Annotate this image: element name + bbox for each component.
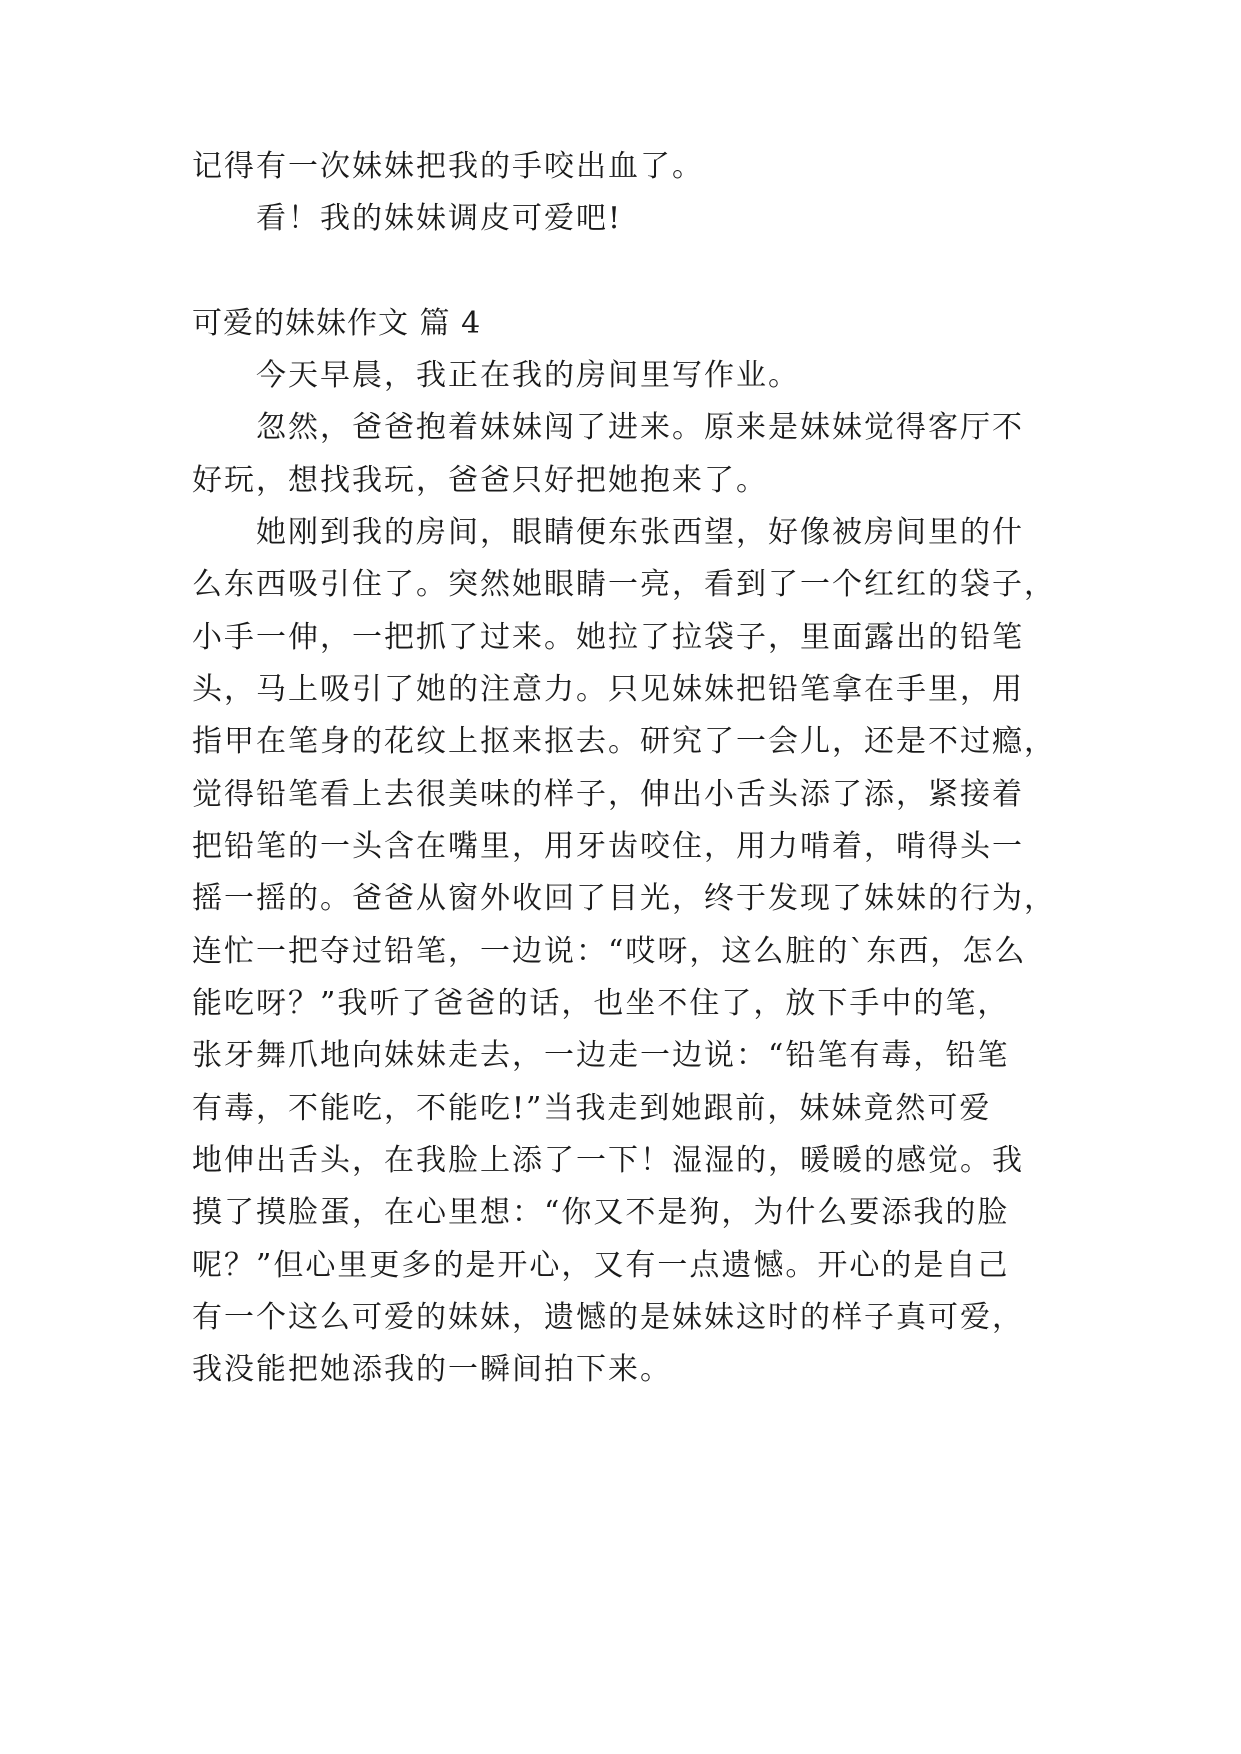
paragraph-line: 能吃呀？”我听了爸爸的话，也坐不住了，放下手中的笔，	[192, 986, 1010, 1021]
paragraph-line: 有毒，不能吃，不能吃!”当我走到她跟前，妹妹竟然可爱	[192, 1091, 992, 1126]
paragraph-line: 么东西吸引住了。突然她眼睛一亮，看到了一个红红的袋子，	[192, 567, 1056, 602]
section-heading: 可爱的妹妹作文 篇 4	[192, 306, 482, 341]
text-line: 看！我的妹妹调皮可爱吧!	[256, 201, 623, 236]
paragraph-line: 把铅笔的一头含在嘴里，用牙齿咬住，用力啃着，啃得头一	[192, 829, 1024, 864]
paragraph-line: 今天早晨，我正在我的房间里写作业。	[256, 358, 800, 393]
paragraph-line: 呢？”但心里更多的是开心，又有一点遗憾。开心的是自己	[192, 1248, 1010, 1283]
paragraph-line: 连忙一把夺过铅笔，一边说：“哎呀，这么脏的`东西，怎么	[192, 934, 1027, 969]
paragraph-line: 头，马上吸引了她的注意力。只见妹妹把铅笔拿在手里，用	[192, 672, 1024, 707]
paragraph-line: 小手一伸，一把抓了过来。她拉了拉袋子，里面露出的铅笔	[192, 620, 1024, 655]
paragraph-line: 好玩，想找我玩，爸爸只好把她抱来了。	[192, 463, 768, 498]
paragraph-line: 地伸出舌头，在我脸上添了一下！湿湿的，暖暖的感觉。我	[192, 1143, 1024, 1178]
paragraph-line: 她刚到我的房间，眼睛便东张西望，好像被房间里的什	[256, 515, 1024, 550]
paragraph-line: 觉得铅笔看上去很美味的样子，伸出小舌头添了添，紧接着	[192, 777, 1024, 812]
text-line: 记得有一次妹妹把我的手咬出血了。	[192, 149, 704, 184]
paragraph-line: 忽然，爸爸抱着妹妹闯了进来。原来是妹妹觉得客厅不	[256, 410, 1024, 445]
paragraph-line: 我没能把她添我的一瞬间拍下来。	[192, 1352, 672, 1387]
paragraph-line: 张牙舞爪地向妹妹走去，一边走一边说：“铅笔有毒，铅笔	[192, 1038, 1010, 1073]
paragraph-line: 摇一摇的。爸爸从窗外收回了目光，终于发现了妹妹的行为，	[192, 881, 1056, 916]
paragraph-line: 指甲在笔身的花纹上抠来抠去。研究了一会儿，还是不过瘾，	[192, 724, 1056, 759]
paragraph-line: 摸了摸脸蛋，在心里想：“你又不是狗，为什么要添我的脸	[192, 1195, 1010, 1230]
paragraph-line: 有一个这么可爱的妹妹，遗憾的是妹妹这时的样子真可爱，	[192, 1300, 1024, 1335]
